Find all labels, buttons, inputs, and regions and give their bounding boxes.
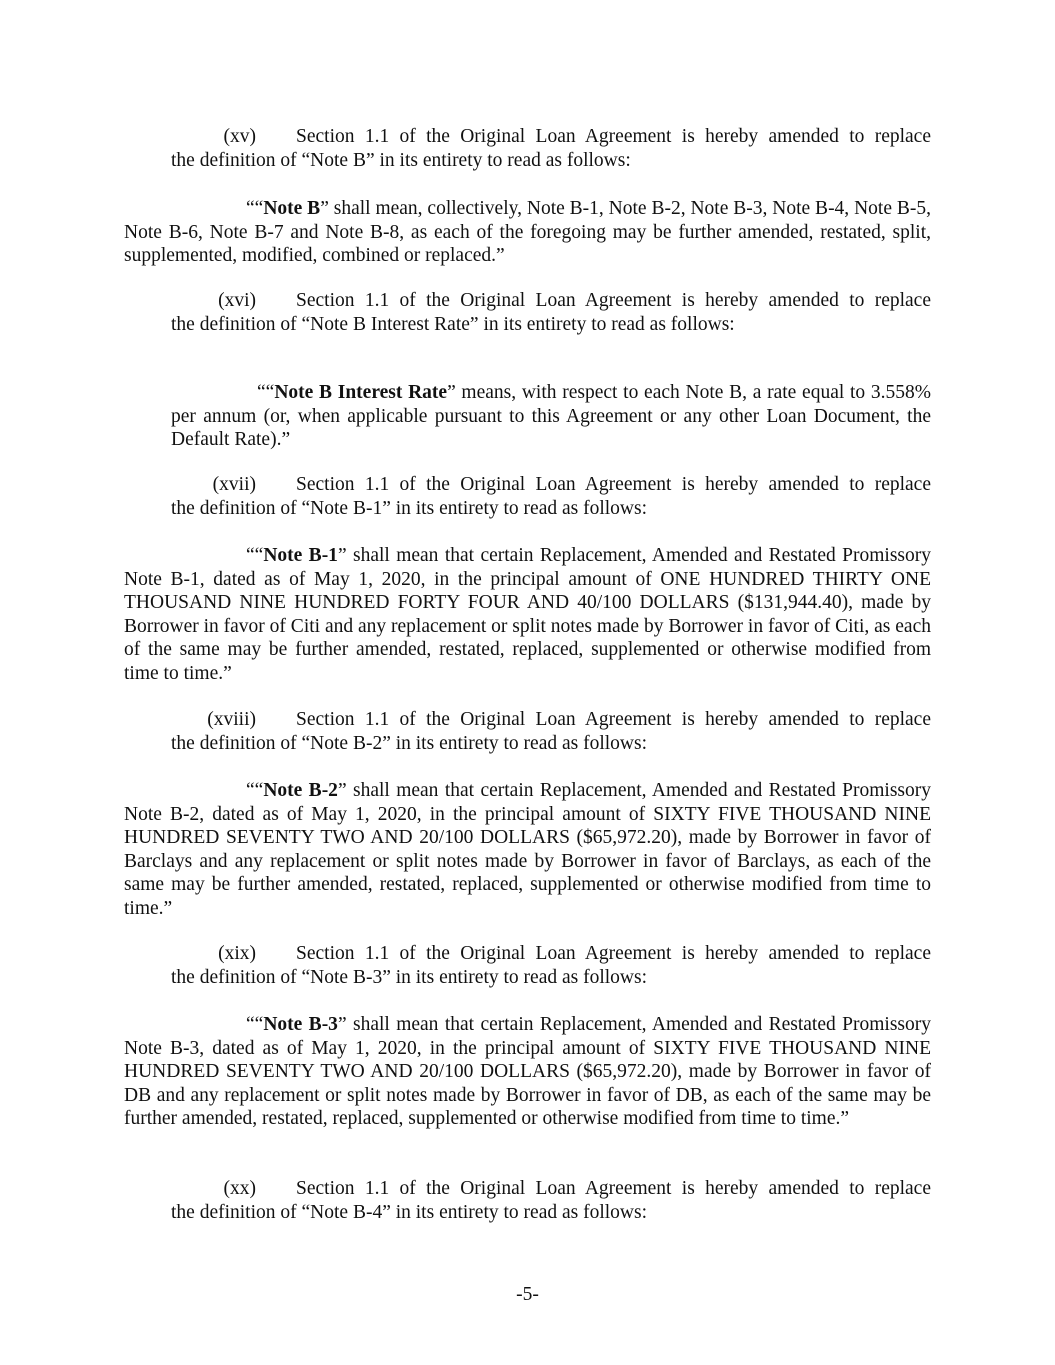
section-number: (xix)	[218, 943, 256, 964]
amendment-line: Section 1.1 of the Original Loan Agreement is hereby amended to replace	[296, 943, 931, 964]
definition-text: ” shall mean that certain Replacement, Amended and Restated Promissory Note B-2, dated as of May 1, 2020, in the principal amount of SIXTY FIVE THOUSAND NINE HUNDRED SEVENTY TWO AND 20/100 DOLLARS ($65,972.20), made by Borrower in favor of Barclays and any replacement or split notes made by Borrower in favor of Barclays, as each of the same may be further amended, restated, replaced, supplemented or otherwise modified from time to time.”	[124, 780, 931, 919]
section-number: (xvi)	[218, 290, 256, 311]
section-number: (xv)	[223, 126, 256, 147]
amendment-paragraph	[171, 1177, 931, 1224]
amendment-line: Section 1.1 of the Original Loan Agreement is hereby amended to replace	[296, 126, 931, 147]
amendment-line: Section 1.1 of the Original Loan Agreement is hereby amended to replace	[296, 1178, 931, 1199]
amendment-paragraph	[171, 708, 931, 755]
defined-term: Note B	[263, 198, 321, 219]
definition-paragraph: ““Note B-3” shall mean that certain Replacement, Amended and Restated Promissory Note B-3, dated as of May 1, 2020, in the principal amount of SIXTY FIVE THOUSAND NINE HUNDRED SEVENTY TWO AND 20/100 DOLLARS ($65,972.20), made by Borrower in favor of DB and any replacement or split notes made by Borrower in favor of DB, as each of the same may be further amended, restated, replaced, supplemented or otherwise modified from time to time.”	[124, 1014, 931, 1130]
definition-text: ” shall mean that certain Replacement, Amended and Restated Promissory Note B-1, dated as of May 1, 2020, in the principal amount of ONE HUNDRED THIRTY ONE THOUSAND NINE HUNDRED FORTY FOUR AND 40/100 DOLLARS ($131,944.40), made by Borrower in favor of Citi and any replacement or split notes made by Borrower in favor of Citi, as each of the same may be further amended, restated, replaced, supplemented or otherwise modified from time to time.”	[124, 545, 931, 684]
defined-term: Note B Interest Rate	[274, 382, 448, 403]
defined-term: Note B-2	[263, 780, 338, 801]
amendment-line: the definition of “Note B Interest Rate” in its entirety to read as follows:	[171, 313, 735, 335]
defined-term: Note B-1	[263, 545, 338, 566]
amendment-line: the definition of “Note B-4” in its entirety to read as follows:	[171, 1201, 648, 1223]
definition-paragraph: ““Note B-1” shall mean that certain Replacement, Amended and Restated Promissory Note B-1, dated as of May 1, 2020, in the principal amount of ONE HUNDRED THIRTY ONE THOUSAND NINE HUNDRED FORTY FOUR AND 40/100 DOLLARS ($131,944.40), made by Borrower in favor of Citi and any replacement or split notes made by Borrower in favor of Citi, as each of the same may be further amended, restated, replaced, supplemented or otherwise modified from time to time.”	[124, 545, 931, 684]
amendment-line: the definition of “Note B-2” in its entirety to read as follows:	[171, 732, 648, 754]
amendment-paragraph	[171, 125, 931, 172]
definition-paragraph: ““Note B” shall mean, collectively, Note B-1, Note B-2, Note B-3, Note B-4, Note B-5, Note B-6, Note B-7 and Note B-8, as each of the foregoing may be further amended, restated, split, supplemented, modified, combined or replaced.”	[124, 198, 931, 267]
amendment-line: Section 1.1 of the Original Loan Agreement is hereby amended to replace	[296, 290, 931, 311]
definition-paragraph: ““Note B Interest Rate” means, with respect to each Note B, a rate equal to 3.558% per annum (or, when applicable pursuant to this Agreement or any other Loan Document, the Default Rate).”	[171, 382, 931, 451]
page-number: -5-	[516, 1284, 539, 1305]
amendment-line: Section 1.1 of the Original Loan Agreement is hereby amended to replace	[296, 474, 931, 495]
amendment-paragraph	[171, 473, 931, 520]
section-number: (xx)	[223, 1178, 256, 1199]
defined-term: Note B-3	[263, 1014, 338, 1035]
definition-text: ” means, with respect to each Note B, a rate equal to 3.558% per annum (or, when applicable pursuant to this Agreement or any other Loan Document, the Default Rate).”	[171, 382, 931, 451]
definition-text: ” shall mean that certain Replacement, Amended and Restated Promissory Note B-3, dated as of May 1, 2020, in the principal amount of SIXTY FIVE THOUSAND NINE HUNDRED SEVENTY TWO AND 20/100 DOLLARS ($65,972.20), made by Borrower in favor of DB and any replacement or split notes made by Borrower in favor of DB, as each of the same may be further amended, restated, replaced, supplemented or otherwise modified from time to time.”	[124, 1014, 931, 1130]
amendment-line: Section 1.1 of the Original Loan Agreement is hereby amended to replace	[296, 709, 931, 730]
section-number: (xvii)	[212, 474, 256, 495]
amendment-line: the definition of “Note B-1” in its entirety to read as follows:	[171, 497, 648, 519]
amendment-line: the definition of “Note B” in its entirety to read as follows:	[171, 149, 631, 171]
amendment-paragraph	[171, 289, 931, 336]
section-number: (xviii)	[207, 709, 256, 730]
amendment-line: the definition of “Note B-3” in its entirety to read as follows:	[171, 966, 648, 988]
amendment-paragraph	[171, 942, 931, 989]
definition-paragraph: ““Note B-2” shall mean that certain Replacement, Amended and Restated Promissory Note B-2, dated as of May 1, 2020, in the principal amount of SIXTY FIVE THOUSAND NINE HUNDRED SEVENTY TWO AND 20/100 DOLLARS ($65,972.20), made by Borrower in favor of Barclays and any replacement or split notes made by Borrower in favor of Barclays, as each of the same may be further amended, restated, replaced, supplemented or otherwise modified from time to time.”	[124, 780, 931, 919]
definition-text: ” shall mean, collectively, Note B-1, Note B-2, Note B-3, Note B-4, Note B-5, Note B-6, Note B-7 and Note B-8, as each of the foregoing may be further amended, restated, split, supplemented, modified, combined or replaced.”	[124, 198, 931, 267]
